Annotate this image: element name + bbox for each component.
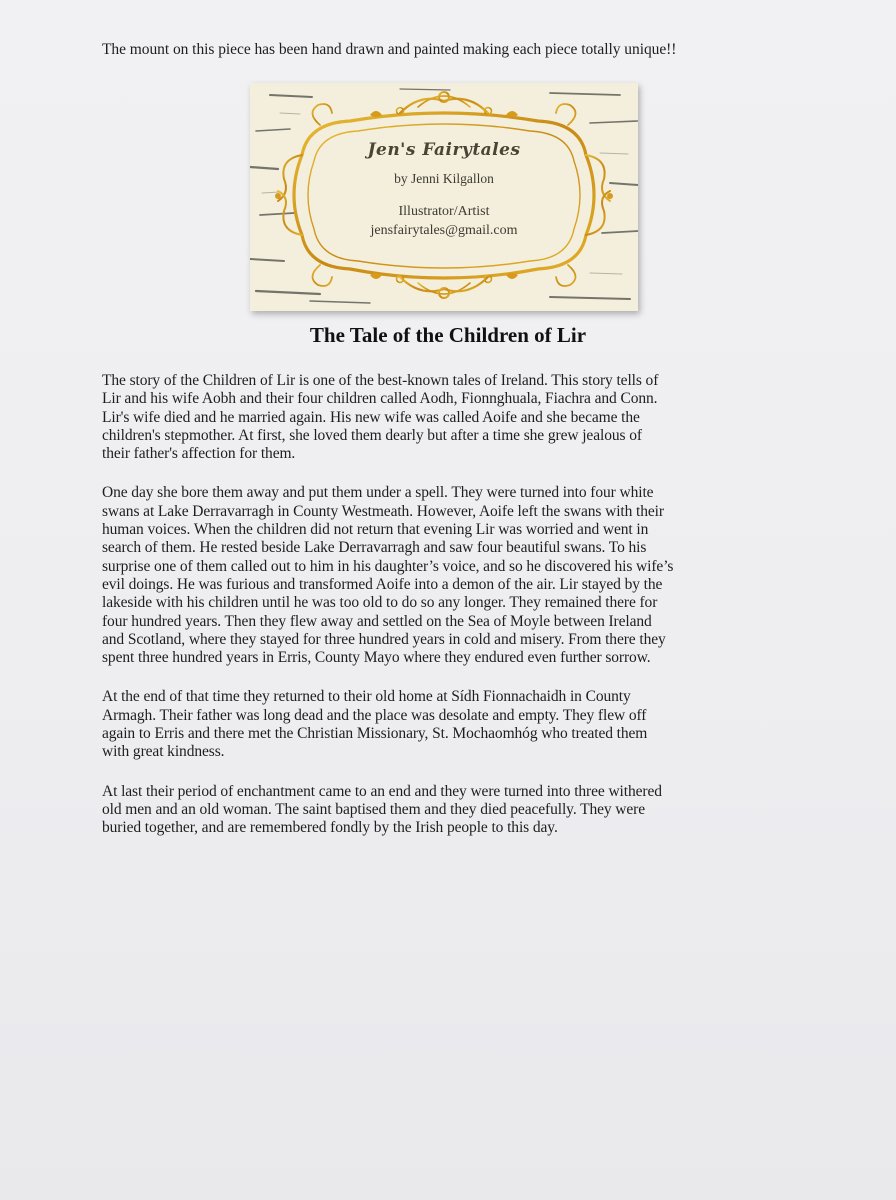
story-body bbox=[102, 372, 802, 859]
card-byline: by Jenni Kilgallon bbox=[394, 171, 494, 186]
story-paragraph: One day she bore them away and put them under a spell. They were turned into four white swans at Lake Derravarragh in County Westmeath. However, Aoife left the swans with their human voices. When the children did not return that evening Lir was worried and went in search of them. He rested beside Lake Derravarragh and saw four beautiful swans. To his surprise one of them called out to him in his daughter’s voice, and so he discovered his wife’s evil doings. He was furious and transformed Aoife into a demon of the air. Lir stayed by the lakeside with his children until he was too old to do so any longer. They remained there for four hundred years. Then they flew away and settled on the Sea of Moyle between Ireland and Scotland, where they stayed for three hundred years in cold and misery. From there they spent three hundred years in Erris, County Mayo where they endured even further sorrow. bbox=[102, 484, 674, 667]
card-email: jensfairytales@gmail.com bbox=[370, 223, 518, 238]
card-role: Illustrator/Artist bbox=[398, 204, 490, 219]
card-brand-name: Jen's Fairytales bbox=[367, 140, 521, 160]
ornate-frame-graphic bbox=[250, 83, 638, 311]
business-card bbox=[250, 83, 638, 311]
story-title: The Tale of the Children of Lir bbox=[309, 323, 587, 347]
story-paragraph: At the end of that time they returned to their old home at Sídh Fionnachaidh in County Armagh. Their father was long dead and the place was desolate and empty. They flew off again to Erris and there met the Christian Missionary, St. Mochaomhóg who treated them with great kindness. bbox=[102, 688, 648, 761]
story-paragraph: At last their period of enchantment came to an end and they were turned into three withered old men and an old woman. The saint baptised them and they died peacefully. They were buried together, and are remembered fondly by the Irish people to this day. bbox=[102, 782, 662, 837]
story-paragraph: The story of the Children of Lir is one of the best-known tales of Ireland. This story tells of Lir and his wife Aobh and their four children called Aodh, Fionnghuala, Fiachra and Conn. Lir's wife died and he married again. His new wife was called Aoife and she became the children's stepmother. At first, she loved them dearly but after a time she grew jealous of their father's affection for them. bbox=[102, 372, 659, 463]
intro-note: The mount on this piece has been hand drawn and painted making each piece totally unique!! bbox=[102, 41, 677, 58]
